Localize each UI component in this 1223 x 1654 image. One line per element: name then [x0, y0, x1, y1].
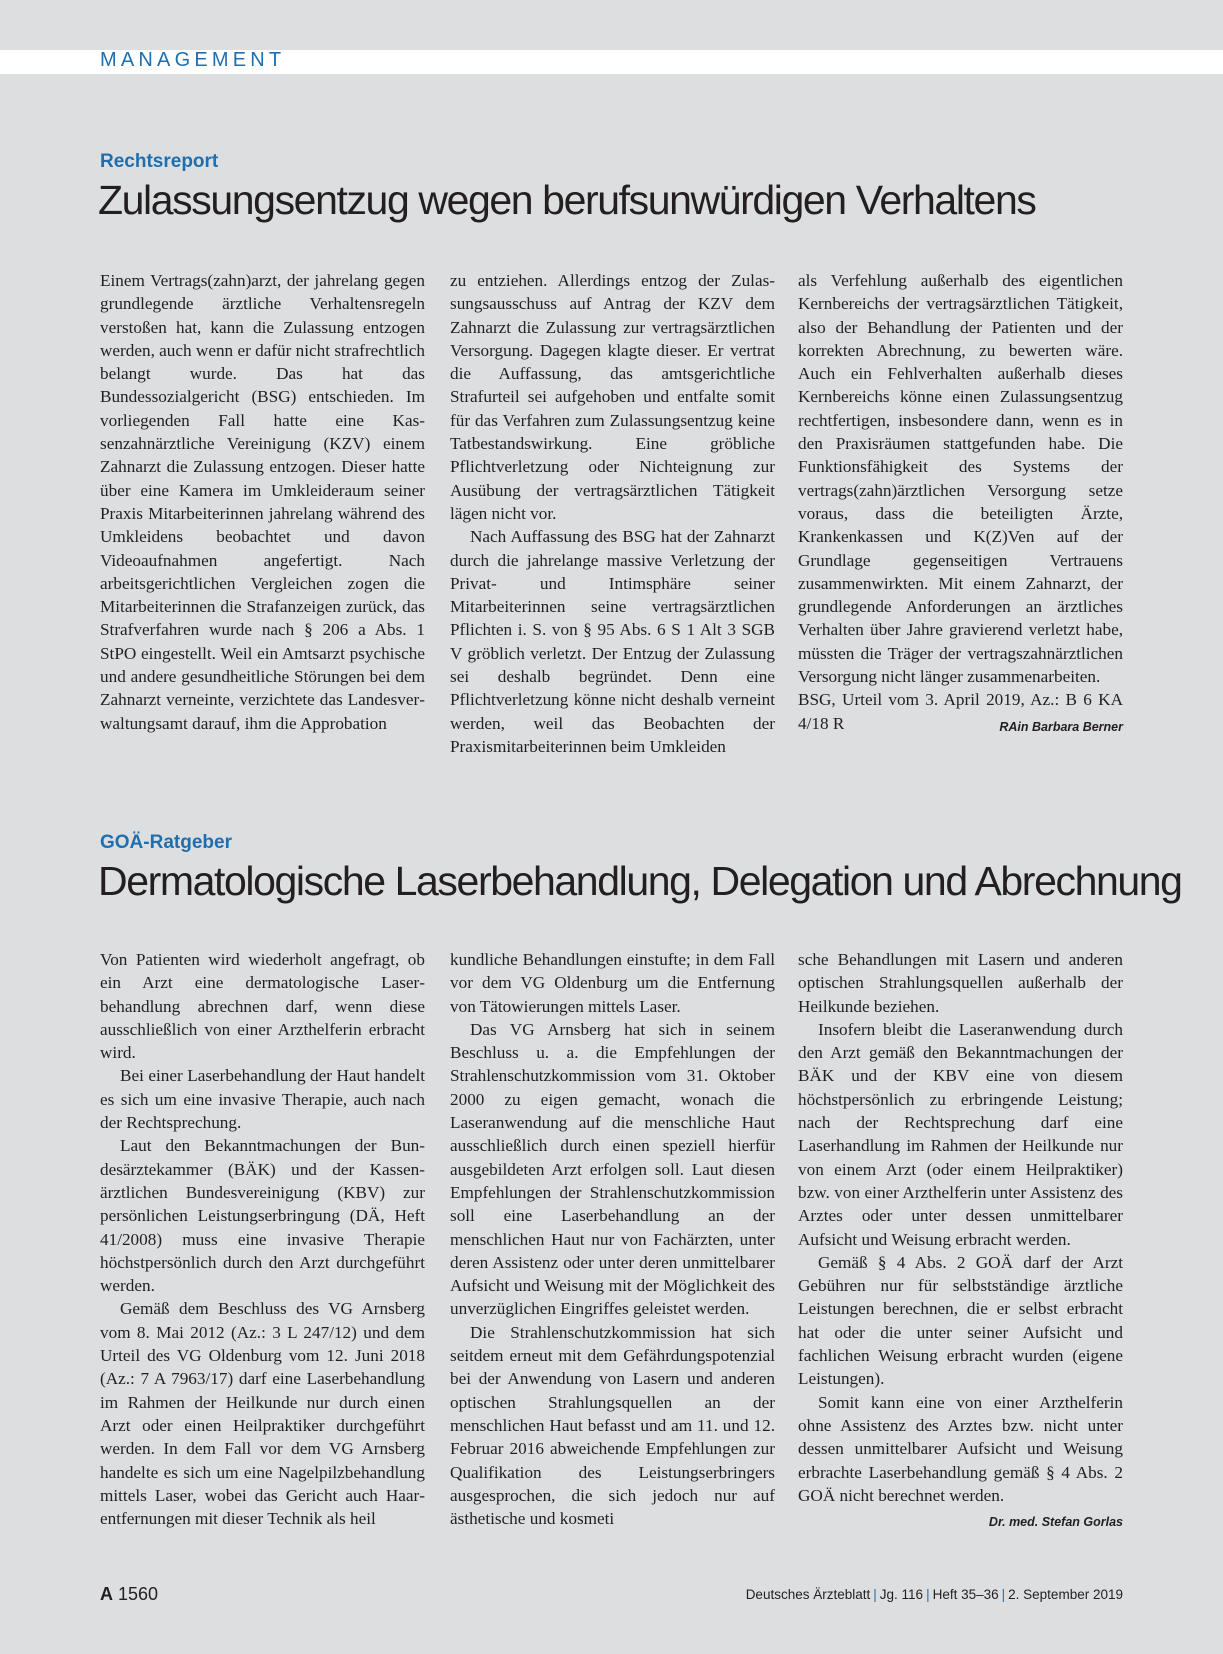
page-number-value: 1560 [118, 1584, 159, 1604]
article2-col3-paragraph: sche Behandlungen mit Lasern und anderen optischen Strahlungsquellen außerhalb der Heilkunde beziehen. [798, 950, 1123, 1016]
article2-kicker: GOÄ-Ratgeber [100, 832, 232, 853]
article1-citation [798, 688, 1123, 735]
article2-col2-paragraph: Die Strahlenschutzkommission hat sich seitdem erneut mit dem Gefährdungspotenzial bei der Anwendung von Lasern und anderen optischen Strahlungsquellen an der menschlichen Haut befasst und am 11. und 12. Februar 2016 abweichende Empfehlungen zur Qualifikation des Leistungserbringers ausgesprochen, die sich jedoch nur auf ästhetische und kosmeti [450, 1322, 775, 1529]
page-number [100, 1584, 158, 1605]
journal-footer [746, 1587, 1123, 1602]
article2-column-3 [798, 948, 1123, 1534]
article2-column-1 [100, 948, 425, 1530]
journal-volume: Jg. 116 [879, 1587, 924, 1602]
article2-col3-paragraph: Insofern bleibt die Laseranwendung durch den Arzt gemäß den Bekanntmachungen der BÄK und der KBV eine von diesem höchstpersönlich zu erbringende Leistung; nach der Rechtsprechung darf eine Laserhandlung im Rahmen der Heilkunde nur von einem Arzt (oder einem Heilpraktiker) bzw. von einer Arzthelferin unter Assistenz des Arztes oder unter dessen unmittelbarer Aufsicht und Weisung erbracht werden. [798, 1019, 1123, 1249]
article1-author: RAin Barbara Berner [999, 719, 1123, 734]
journal-issue: Heft 35–36 [932, 1587, 999, 1602]
footer-separator: | [926, 1587, 930, 1602]
section-label: MANAGEMENT [100, 49, 286, 71]
article2-col1-paragraph: Gemäß dem Beschluss des VG Arnsberg vom 8. Mai 2012 (Az.: 3 L 247/12) und dem Urteil des VG Oldenburg vom 12. Juni 2018 (Az.: 7 A 7963/17) darf eine Laserbehandlung im Rahmen der Heilkunde nur durch einen Arzt oder einen Heilpraktiker durchgeführt werden. In dem Fall vor dem VG Arnsberg handelte es sich um eine Nagelpilzbehandlung mittels Laser, wobei das Gericht auch Haarentfernungen mit dieser Technik als heil [100, 1299, 425, 1529]
article1-col3-paragraph: als Verfehlung außerhalb des eigentlichen Kernbereichs der vertragsärztlichen Tätigkeit, also der Behandlung der Patienten und der korrekten Abrechnung, zu bewerten wäre. Auch ein Fehlverhalten außerhalb dieses Kernbereichs könne einen Zulassungsentzug rechtfertigen, insbesondere dann, wenn es in den Praxisräumen stattgefunden habe. Die Funktionsfähigkeit des Systems der vertrags(zahn)ärztlichen Versorgung setze voraus, dass die beteiligten Ärzte, Krankenkassen und K(Z)Ven auf der Grundlage gegenseitigen Vertrauens zusammenwirkten. Mit einem Zahnarzt, der grundlegende Anforderungen an ärztliches Verhalten über Jahre gravierend verletzt habe, müssten die Träger der vertragszahnärztlichen Versorgung nicht länger zusammenarbeiten. [798, 271, 1123, 687]
article1-col2-paragraph: Nach Auffassung des BSG hat der Zahnarzt durch die jahrelange massive Verletzung der Privat- und Intimsphäre seiner Mitarbeiterinnen seine vertragsärztlichen Pflichten i. S. von § 95 Abs. 6 S 1 Alt 3 SGB V gröblich verletzt. Der Entzug der Zulassung sei deshalb begründet. Denn eine Pflichtverletzung könne nicht deshalb verneint werden, weil das Beobachten der Praxismitarbeiterinnen beim Umkleiden [450, 527, 775, 756]
article1-title: Zulassungsentzug wegen berufsunwürdigen Verhaltens [98, 177, 1036, 223]
article2-title: Dermatologische Laserbehandlung, Delegation und Abrechnung [98, 858, 1182, 904]
footer-separator: | [1001, 1587, 1006, 1602]
article1-column-3 [798, 269, 1123, 739]
article2-col3-last-paragraph [798, 1391, 1123, 1530]
article2-col3-paragraph: Gemäß § 4 Abs. 2 GOÄ darf der Arzt Gebühren nur für selbstständige ärztliche Leistungen berechnen, die er selbst erbracht hat oder die unter seiner Aufsicht und fachlichen Weisung erbracht wurden (eigene Leistungen). [798, 1252, 1123, 1389]
article2-col1-paragraph: Von Patienten wird wiederholt angefragt, ob ein Arzt eine dermatologische Laserbehandlung abrechnen darf, wenn diese ausschließlich von einer Arzthelferin erbracht wird. [100, 950, 425, 1063]
journal-date: 2. September 2019 [1008, 1587, 1123, 1602]
article2-col3-paragraph: Somit kann eine von einer Arzthelferin ohne Assistenz des Arztes bzw. nicht unter dessen unmittelbarer Aufsicht und Weisung erbrachte Laserbehandlung gemäß § 4 Abs. 2 GOÄ nicht berechnet werden. [798, 1392, 1123, 1505]
article2-col2-paragraph: kundliche Behandlungen einstufte; in dem Fall vor dem VG Oldenburg um die Entfernung von Tätowierungen mittels Laser. [450, 950, 775, 1016]
top-margin [0, 0, 1223, 50]
article1-col1-paragraph: Einem Vertrags(zahn)arzt, der jahrelang gegen grundlegende ärztliche Verhaltensregeln verstoßen hat, kann die Zulassung entzogen werden, auch wenn er dafür nicht strafrechtlich belangt wurde. Das hat das Bundessozialgericht (BSG) entschieden. Im vorliegenden Fall hatte eine Kassenzahnärztliche Vereinigung (KZV) einem Zahnarzt die Zulassung entzogen. Dieser hatte über eine Kamera im Umkleideraum seiner Praxis Mitarbeiterinnen jahrelang während des Umkleidens beobachtet und davon Videoaufnahmen angefertigt. Nach arbeitsgerichtlichen Vergleichen zogen die Mitarbeiterinnen die Strafanzeigen zurück, das Strafverfahren wurde nach § 206 a Abs. 1 StPO eingestellt. Weil ein Amtsarzt psychische und andere gesundheitliche Störungen bei dem Zahnarzt verneinte, verzichtete das Landesverwaltungsamt darauf, ihm die Approbation [100, 271, 425, 733]
footer-separator: | [873, 1587, 877, 1602]
article1-citation-text: BSG, Urteil vom 3. April 2019, Az.: B 6 KA 4/18 R [798, 690, 1123, 733]
article2-col1-paragraph: Bei einer Laserbehandlung der Haut handelt es sich um eine invasive Therapie, auch nach der Rechtsprechung. [100, 1066, 425, 1133]
article2-col1-paragraph: Laut den Bekanntmachungen der Bundesärztekammer (BÄK) und der Kassenärztlichen Bundesvereinigung (KBV) zur persönlichen Leistungserbringung (DÄ, Heft 41/2008) muss eine invasive Therapie höchstpersönlich durch den Arzt durchgeführt werden. [100, 1136, 425, 1296]
article1-kicker: Rechtsreport [100, 151, 219, 172]
article1-col2-paragraph: zu entziehen. Allerdings entzog der Zulassungsausschuss auf Antrag der KZV dem Zahnarzt die Zulassung zur vertragsärztlichen Versorgung. Dagegen klagte dieser. Er vertrat die Auffassung, das amtsgerichtliche Strafurteil sei aufgehoben und entfalte somit für das Verfahren zum Zulassungsentzug keine Tatbestandswirkung. Eine gröbliche Pflichtverletzung oder Nichteignung zur Ausübung der vertragsärztlichen Tätigkeit lägen nicht vor. [450, 271, 775, 523]
journal-name: Deutsches Ärzteblatt [745, 1587, 871, 1602]
article2-col2-paragraph: Das VG Arnsberg hat sich in seinem Beschluss u. a. die Empfehlungen der Strahlenschutzkommission vom 31. Oktober 2000 zu eigen gemacht, wonach die Laseranwendung auf die menschliche Haut ausschließlich durch einen speziell hierfür ausgebildeten Arzt erfolgen soll. Laut diesen Empfehlungen der Strahlenschutzkommission soll eine Laserbehandlung an der menschlichen Haut nur von Fachärzten, unter deren Assistenz oder unter deren unmittelbarer Aufsicht und Weisung mit der Möglichkeit des unverzüglichen Eingriffes geleistet werden. [450, 1019, 775, 1319]
page-prefix: A [100, 1584, 113, 1604]
article2-author: Dr. med. Stefan Gorlas [988, 1515, 1123, 1530]
article2-column-2 [450, 948, 775, 1530]
article1-column-1 [100, 269, 425, 735]
article1-column-2 [450, 269, 775, 758]
